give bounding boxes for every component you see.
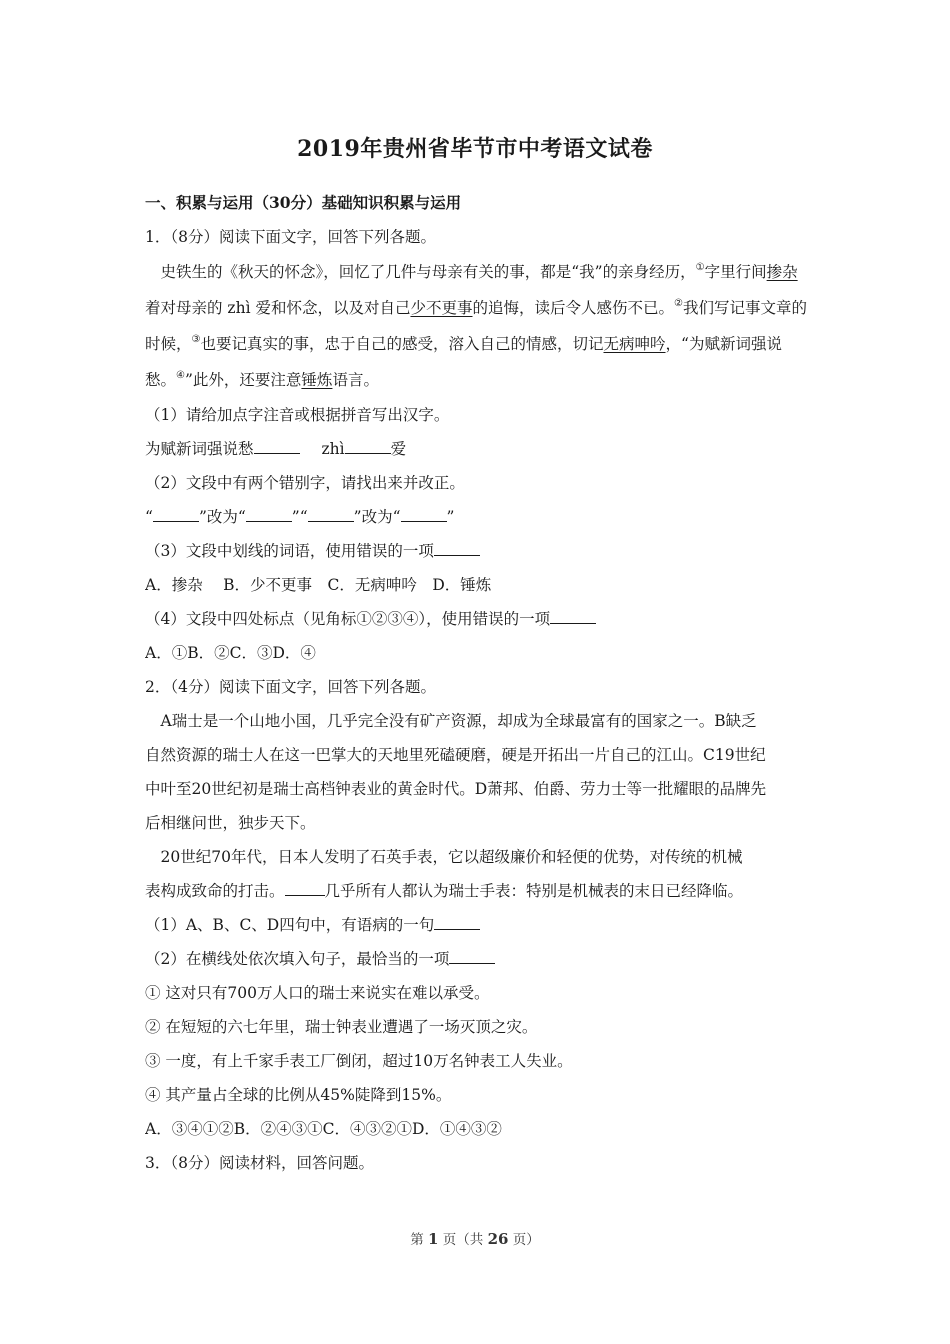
answer-blank[interactable]	[153, 503, 199, 522]
q1-sub3-options: A．掺杂 B．少不更事 C．无病呻吟 D．锤炼	[145, 576, 492, 594]
page-title: 2019年贵州省毕节市中考语文试卷	[297, 136, 653, 162]
q1-sub4: （4）文段中四处标点（见角标①②③④），使用错误的一项	[145, 602, 810, 636]
question-3-heading: 3．（8分）阅读材料，回答问题。	[145, 1154, 374, 1172]
answer-blank[interactable]	[345, 435, 391, 454]
page-number: 1	[428, 1230, 439, 1248]
underlined-word-wubingshenyin: 无病	[603, 335, 635, 353]
underlined-word-chanza: 掺杂	[766, 263, 798, 281]
q1-sub2: （2）文段中有两个错别字，请找出来并改正。	[145, 474, 465, 492]
q2-passage-line: 表构成致命的打击。 几乎所有人都认为瑞士手表：特别是机械表的末日已经降临。	[145, 874, 810, 908]
question-1-passage: 史铁生的《秋天的怀念》，回忆了几件与母亲有关的事，都是“我”的亲身经历，①字里行间掺杂着对母亲的 zhì 爱和怀念，以及对自己少不更事的追悔，读后令人感伤不已。②我们写记事文章的时候，③也要记真实的事，忠于自己的感受，溶入自己的情感，切记无病呻吟，“为赋新词强说愁。④”此外，还要注意锤炼语言。	[145, 262, 807, 389]
answer-blank[interactable]	[449, 945, 495, 964]
q2-sentence-option: ③ 一度，有上千家手表工厂倒闭，超过10万名钟表工人失业。	[145, 1052, 573, 1070]
answer-blank[interactable]	[401, 503, 447, 522]
answer-blank[interactable]	[285, 877, 325, 896]
underlined-word-shaobugengshi: 少不更事	[410, 299, 473, 317]
q2-answer-options: A．③④①②B．②④③①C．④③②①D．①④③②	[145, 1120, 502, 1138]
q1-sub4-options: A．①B．②C．③D．④	[145, 644, 316, 662]
q2-sub1: （1）A、B、C、D四句中，有语病的一句	[145, 908, 810, 942]
underlined-word-chuilian: 锤炼	[301, 371, 333, 389]
q2-passage-line: 后相继问世，独步天下。	[145, 814, 316, 832]
question-1-heading: 1．（8分）阅读下面文字，回答下列各题。	[145, 228, 436, 246]
answer-blank[interactable]	[254, 435, 300, 454]
section-heading: 一、积累与运用（30分）基础知识积累与运用	[145, 193, 462, 212]
q2-sentence-option: ② 在短短的六七年里，瑞士钟表业遭遇了一场灭顶之灾。	[145, 1018, 538, 1036]
question-2-heading: 2．（4分）阅读下面文字，回答下列各题。	[145, 678, 436, 696]
answer-blank[interactable]	[246, 503, 292, 522]
q2-sentence-option: ④ 其产量占全球的比例从45%陡降到15%。	[145, 1086, 452, 1104]
answer-blank[interactable]	[434, 911, 480, 930]
q2-passage-line: A瑞士是一个山地小国，几乎完全没有矿产资源，却成为全球最富有的国家之一。B缺乏	[160, 712, 757, 730]
page-content	[145, 186, 810, 1180]
q1-sub1: （1）请给加点字注音或根据拼音写出汉字。	[145, 406, 450, 424]
q1-sub3: （3）文段中划线的词语，使用错误的一项	[145, 534, 810, 568]
q2-passage-line: 20世纪70年代，日本人发明了石英手表，它以超级廉价和轻便的优势，对传统的机械	[160, 848, 743, 866]
page-total: 26	[487, 1230, 509, 1248]
q2-passage-line: 中叶至20世纪初是瑞士高档钟表业的黄金时代。D萧邦、伯爵、劳力士等一批耀眼的品牌先	[145, 780, 767, 798]
q1-sub2-answer-line: “ ”改为“ ”“ ”改为“ ”	[145, 500, 810, 534]
answer-blank[interactable]	[550, 605, 596, 624]
q2-sentence-option: ① 这对只有700万人口的瑞士来说实在难以承受。	[145, 984, 490, 1002]
answer-blank[interactable]	[308, 503, 354, 522]
q2-sub2: （2）在横线处依次填入句子，最恰当的一项	[145, 942, 810, 976]
answer-blank[interactable]	[434, 537, 480, 556]
q2-passage-line: 自然资源的瑞士人在这一巴掌大的天地里死磕硬磨，硬是开拓出一片自己的江山。C19世纪	[145, 746, 766, 764]
page-footer: 第 1 页（共 26 页）	[410, 1230, 540, 1248]
q1-sub1-answer-line: 为赋新词强说愁 zhì 爱	[145, 432, 810, 466]
